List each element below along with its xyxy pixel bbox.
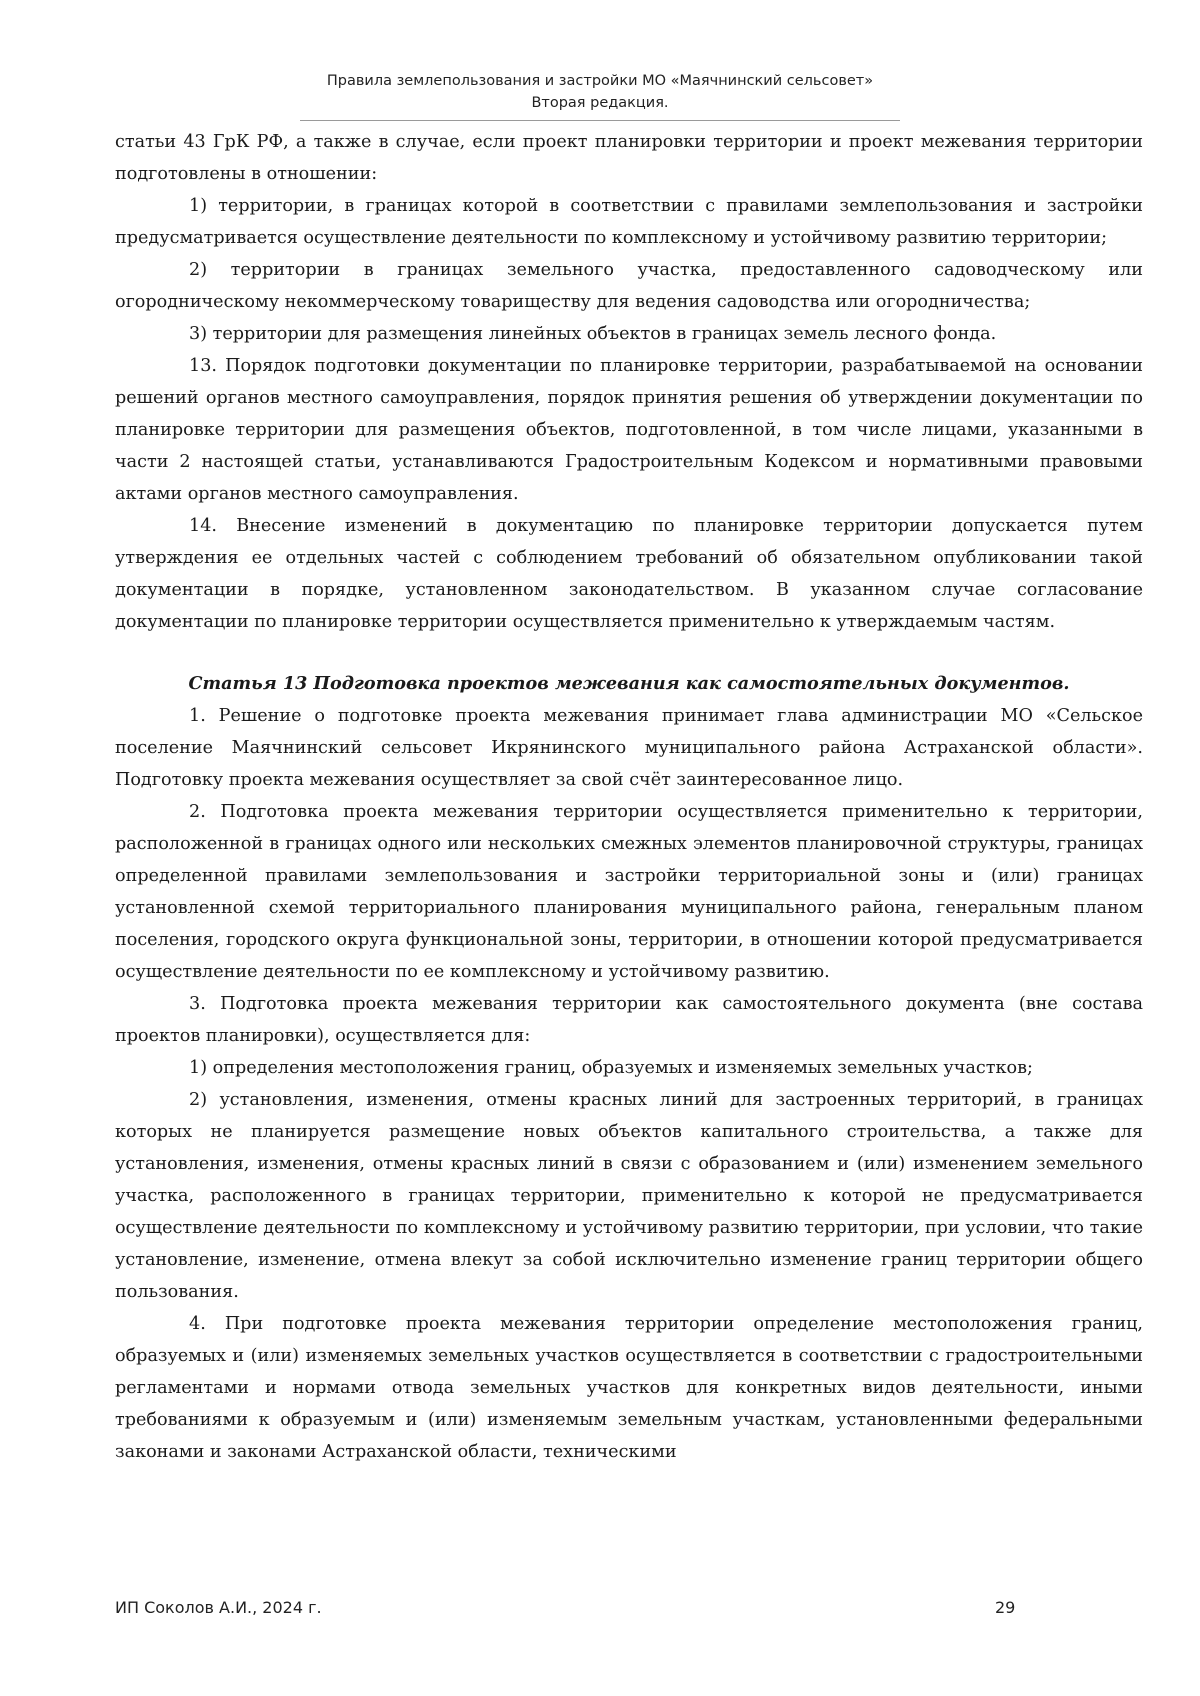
- paragraph: 3) территории для размещения линейных объектов в границах земель лесного фонда.: [189, 324, 997, 344]
- footer-author: ИП Соколов А.И., 2024 г.: [115, 1598, 322, 1617]
- header-edition: Вторая редакция.: [531, 95, 669, 111]
- section-gap: [115, 638, 1143, 668]
- paragraph: 2) установления, изменения, отмены красных линий для застроенных территорий, в границах которых не планируется размещение новых объектов капитального строительства, а также для установления, изменения, отмены красных линий в связи с образованием и (или) изменением земельного участка, расположенного в границах территории, применительно к которой не предусматривается осуществление деятельности по комплексному и устойчивому развитию территории, при условии, что такие установление, изменение, отмена влекут за собой исключительно изменение границ территории общего пользования.: [115, 1090, 1143, 1302]
- paragraph: 1) территории, в границах которой в соответствии с правилами землепользования и застройки предусматривается осуществление деятельности по комплексному и устойчивому развитию территории;: [115, 196, 1143, 248]
- article-heading: Статья 13 Подготовка проектов межевания как самостоятельных документов.: [188, 673, 1070, 694]
- paragraph: статьи 43 ГрК РФ, а также в случае, если проект планировки территории и проект межевания территории подготовлены в отношении:: [115, 132, 1143, 184]
- paragraph: 3. Подготовка проекта межевания территории как самостоятельного документа (вне состава проектов планировки), осуществляется для:: [115, 994, 1143, 1046]
- header-title: Правила землепользования и застройки МО «Маячнинский сельсовет»: [326, 73, 874, 89]
- header-divider: [300, 120, 900, 121]
- page-number: 29: [995, 1598, 1016, 1617]
- paragraph: 1) определения местоположения границ, образуемых и изменяемых земельных участков;: [189, 1058, 1033, 1078]
- paragraph: 13. Порядок подготовки документации по планировке территории, разрабатываемой на основании решений органов местного самоуправления, порядок принятия решения об утверждении документации по планировке территории для размещения объектов, подготовленной, в том числе лицами, указанными в части 2 настоящей статьи, устанавливаются Градостроительным Кодексом и нормативными правовыми актами органов местного самоуправления.: [115, 356, 1143, 504]
- running-header: [0, 70, 1200, 114]
- paragraph: 14. Внесение изменений в документацию по планировке территории допускается путем утверждения ее отдельных частей с соблюдением требований об обязательном опубликовании такой документации в порядке, установленном законодательством. В указанном случае согласование документации по планировке территории осуществляется применительно к утверждаемым частям.: [115, 516, 1143, 632]
- paragraph: 4. При подготовке проекта межевания территории определение местоположения границ, образуемых и (или) изменяемых земельных участков осуществляется в соответствии с градостроительными регламентами и нормами отвода земельных участков для конкретных видов деятельности, иными требованиями к образуемым и (или) изменяемым земельным участкам, установленными федеральными законами и законами Астраханской области, техническими: [115, 1314, 1143, 1462]
- document-body: [115, 126, 1143, 1468]
- paragraph: 1. Решение о подготовке проекта межевания принимает глава администрации МО «Сельское поселение Маячнинский сельсовет Икрянинского муниципального района Астраханской области». Подготовку проекта межевания осуществляет за свой счёт заинтересованное лицо.: [115, 706, 1143, 790]
- paragraph: 2. Подготовка проекта межевания территории осуществляется применительно к территории, расположенной в границах одного или нескольких смежных элементов планировочной структуры, границах определенной правилами землепользования и застройки территориальной зоны и (или) границах установленной схемой территориального планирования муниципального района, генеральным планом поселения, городского округа функциональной зоны, территории, в отношении которой предусматривается осуществление деятельности по ее комплексному и устойчивому развитию.: [115, 802, 1143, 982]
- paragraph: 2) территории в границах земельного участка, предоставленного садоводческому или огородническому некоммерческому товариществу для ведения садоводства или огородничества;: [115, 260, 1143, 312]
